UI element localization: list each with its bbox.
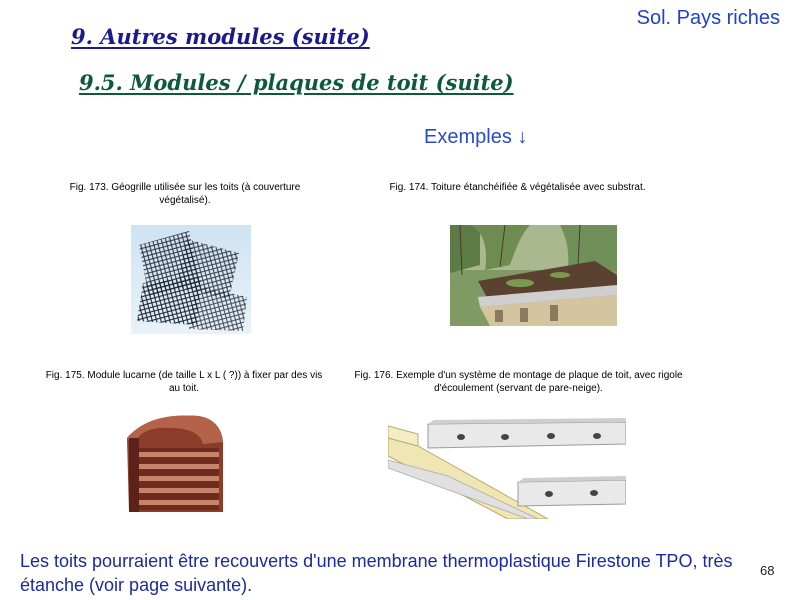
page-number: 68 xyxy=(760,563,775,578)
green-roof-photo xyxy=(450,225,617,326)
section-title: 9. Autres modules (suite) xyxy=(71,24,370,49)
corner-title: Sol. Pays riches xyxy=(636,7,780,29)
figure-caption-175: Fig. 175. Module lucarne (de taille L x L ( ?)) à fixer par des vis au toit. xyxy=(45,370,323,394)
figure-caption-173: Fig. 173. Géogrille utilisée sur les toits (à couverture végétalisé). xyxy=(69,182,301,206)
geogrid-photo xyxy=(131,225,251,334)
examples-label: Exemples ↓ xyxy=(424,126,528,148)
subsection-title: 9.5. Modules / plaques de toit (suite) xyxy=(79,70,514,95)
figure-caption-176: Fig. 176. Exemple d'un système de montage de plaque de toit, avec rigole d'écoulement (servant de pare-neige). xyxy=(354,370,683,394)
roof-mount-rail-drawing xyxy=(388,418,626,519)
bottom-note: Les toits pourraient être recouverts d'une membrane thermoplastique Firestone TPO, très étanche (voir page suivante). xyxy=(20,551,733,595)
dormer-vent-photo xyxy=(119,408,229,520)
figure-caption-174: Fig. 174. Toiture étanchéifiée & végétalisée avec substrat. xyxy=(389,182,646,193)
